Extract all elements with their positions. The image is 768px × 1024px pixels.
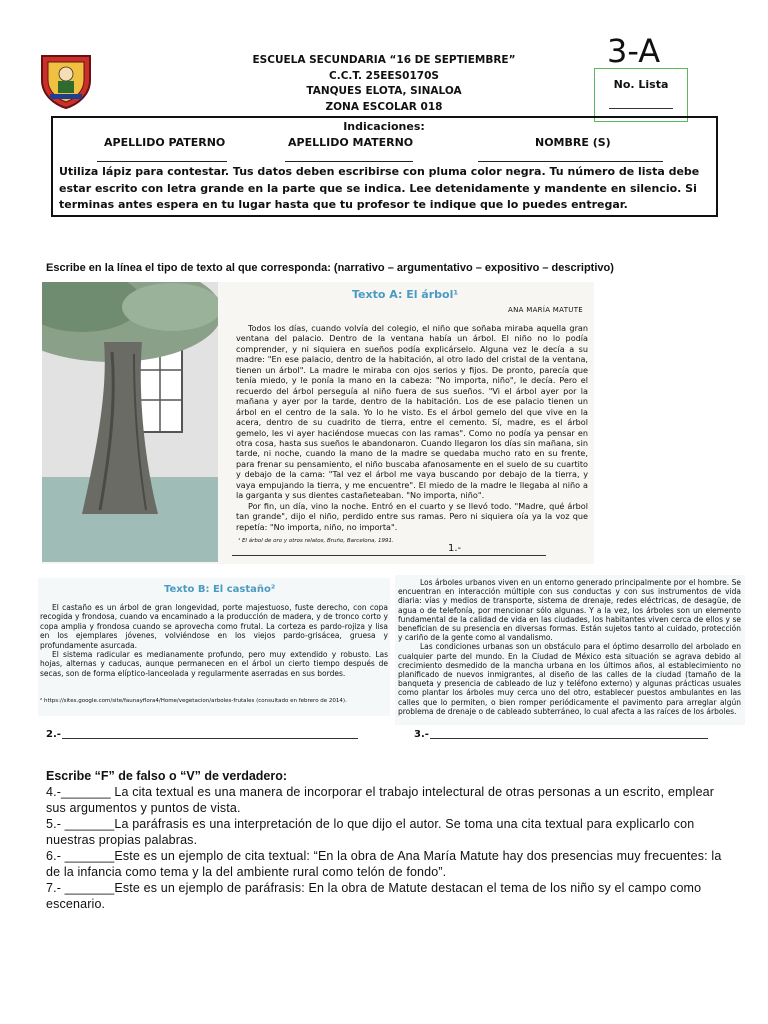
school-zone: ZONA ESCOLAR 018 <box>325 101 443 113</box>
text-a-body <box>236 323 588 532</box>
instructions-title: Indicaciones: <box>343 120 425 133</box>
question-4[interactable]: 4.-_______ La cita textual es una manera de incorporar el trabajo intelectural de otras personas a un escrito, emplear sus argumentos y puntos de vista. <box>46 785 715 815</box>
text-c-paragraph-2: Las condiciones urbanas son un obstáculo para el óptimo desarrollo del arbolado en cualquier parte del mundo. En la Ciudad de México esta situación se agrava debido al crecimiento desmedido de la mancha urbana en los últimos años, al establecimiento no planificado de nuevos inmigrantes, al diseño de las calles de la ciudad (tamaño de la banqueta y presencia de cableado de luz y teléfono externo) y algunas prácticas usuales como plantar los árboles muy cerca uno del otro, establecer puestos ambulantes en las calles que lo permiten, o bien romper periódicamente el pavimento para arreglar algún problema de drenaje o de cableado subterráneo, lo cual afecta a las raíces de los árboles. <box>398 642 741 716</box>
nombre-line[interactable] <box>478 151 663 162</box>
instructions-text: Utiliza lápiz para contestar. Tus datos deben escribirse con pluma color negra. Tu número de lista debe estar escrito con letra grande en la parte que se indica. Lee detenidamente y mandente en silencio. Si terminas antes espera en tu lugar hasta que tu profesor te indique que lo puedes entregar. <box>59 165 700 211</box>
answer-2-line[interactable] <box>62 738 358 739</box>
text-a-paragraph: Todos los días, cuando volvía del colegio, el niño que soñaba miraba aquella gran ventana del palacio. Dentro de la ventana había un árbol. El niño no lo podía comprender, y ni siquiera en sueños podía explicárselo. Alguna vez le decía a su madre: "En ese palacio, dentro de la habitación, al otro lado del cristal de la ventana, tienen un árbol". La madre le miraba con ojos serios y fijos. De pronto, parecía que tenía miedo, y le ponía la mano en la cabeza: "No importa, niño", le decía. Pero el recuerdo del árbol perseguía al niño fuera de sus sueños. "Vi el árbol ayer por la mañana y ayer por la tarde, dentro de la habitación. Los de ese palacio tienen un árbol en el centro de la sala. Yo lo he visto. Es el árbol gemelo del que vive en la acera, dentro de su cuadrito de tierra, entre el cemento. Sí, madre, es el árbol gemelo, les vi ayer haciéndose muecas con las ramas". Como no podía ya pensar en otra cosa, hasta sus sueños le abandonaron. Cuando llegaron los días sin mañana, sin tarde, ni noche, cuando la mano de la madre se quedaba mucho rato en su frente, para frenar su pensamiento, el niño buscaba afanosamente en el suelo de su cuartito y debajo de la cama: "Tal vez el árbol me vaya buscando por debajo de la tierra, y vaya empujando la tierra, y me encuentre". El miedo de la madre le llegaba al niño a la garganta y sus dientes castañeteaban. "No importa, niño". <box>236 323 588 501</box>
apellido-materno-line[interactable] <box>285 151 413 162</box>
school-town: TANQUES ELOTA, SINALOA <box>306 85 462 97</box>
answer-1-label: 1.- <box>448 543 462 554</box>
answer-1-line[interactable] <box>232 555 546 556</box>
section2-prompt: Escribe “F” de falso o “V” de verdadero: <box>46 769 288 783</box>
nombre-label: NOMBRE (S) <box>535 136 611 149</box>
text-c-paragraph: Los árboles urbanos viven en un entorno generado principalmente por el hombre. Se encuentran en interacción múltiple con sus conductas y con sus instrumentos de vida diaria: vías y medios de transporte, sistema de drenaje, redes eléctricas, de desagüe, de agua o de telefonía, por mencionar sólo algunas. Y a la vez, los árboles son un elemento fundamental de la calidad de vida en las ciudades, los habitantes viven cerca de ellos y se benefician de su presencia en diversas formas. Están sujetos tanto al cuidado, protección y cariño de la gente como al vandalismo. <box>398 578 741 643</box>
lista-label: No. Lista <box>613 78 669 91</box>
question-6[interactable]: 6.- _______Este es un ejemplo de cita textual: “En la obra de Ana María Matute hay dos presencias muy frecuentes: la de la infancia como tema y la del ambiente rural como telón de fondo”. <box>46 849 722 879</box>
apellido-paterno-line[interactable] <box>97 151 227 162</box>
text-b-paragraph: El castaño es un árbol de gran longevidad, porte majestuoso, fuste derecho, con copa recogida y frondosa, cuando va encaminado a la producción de madera, y de tronco corto y copa amplia y frondosa cuando se aprovecha como frutal. La corteza es pardo-rojiza y lisa en los ejemplares jóvenes, volviéndose en los viejos pardo-grisácea, gruesa y profundamente asurcada. <box>40 603 388 650</box>
text-a-author: ANA MARÍA MATUTE <box>508 306 583 314</box>
answer-3-line[interactable] <box>430 738 708 739</box>
text-b-paragraph-2: El sistema radicular es medianamente profundo, pero muy extendido y robusto. Las hojas, alternas y caducas, aunque permanecen en el árbol un cierto tiempo después de secas, son de forma elíptico-lanceolada y regularmente aserradas en sus bordes. <box>40 650 388 678</box>
apellido-paterno-label: APELLIDO PATERNO <box>104 136 226 149</box>
grade-label: 3-A <box>607 32 661 70</box>
answer-2-label: 2.- <box>46 729 61 740</box>
answer-3-label: 3.- <box>414 729 429 740</box>
text-a-paragraph-2: Por fin, un día, vino la noche. Entró en el cuarto y se llevó todo. "Madre, qué árbol tan grande", dijo el niño, perdido entre sus ramas. Pero ni siquiera oía ya la voz que repetía: "No importa, niño, no importa". <box>236 500 588 532</box>
lista-answer-line[interactable] <box>609 108 673 109</box>
school-name: ESCUELA SECUNDARIA “16 DE SEPTIEMBRE” <box>252 54 516 66</box>
section1-prompt: Escribe en la línea el tipo de texto al que corresponda: (narrativo – argumentativo – expositivo – descriptivo) <box>46 262 614 274</box>
school-cct: C.C.T. 25EES0170S <box>329 70 439 82</box>
lista-box <box>594 68 688 122</box>
text-b-body <box>40 603 388 678</box>
text-b-footnote: ² https://sites.google.com/site/faunayflora4/Home/vegetacion/arboles-frutales (consultado en febrero de 2014). <box>40 698 347 704</box>
text-b-title: Texto B: El castaño² <box>164 584 276 595</box>
question-5[interactable]: 5.- _______La paráfrasis es una interpretación de lo que dijo el autor. Se toma una cita textual para explicarlo con nuestras propias palabras. <box>46 817 695 847</box>
text-a-footnote: ¹ El árbol de oro y otros relatos, Bruño, Barcelona, 1991. <box>238 538 394 544</box>
question-7[interactable]: 7.- _______Este es un ejemplo de paráfrasis: En la obra de Matute destacan el tema de los niño sy el campo como escenario. <box>46 881 702 911</box>
text-a-title: Texto A: El árbol¹ <box>352 288 459 301</box>
text-c-body <box>398 578 741 716</box>
apellido-materno-label: APELLIDO MATERNO <box>288 136 414 149</box>
tree-illustration <box>42 282 218 562</box>
